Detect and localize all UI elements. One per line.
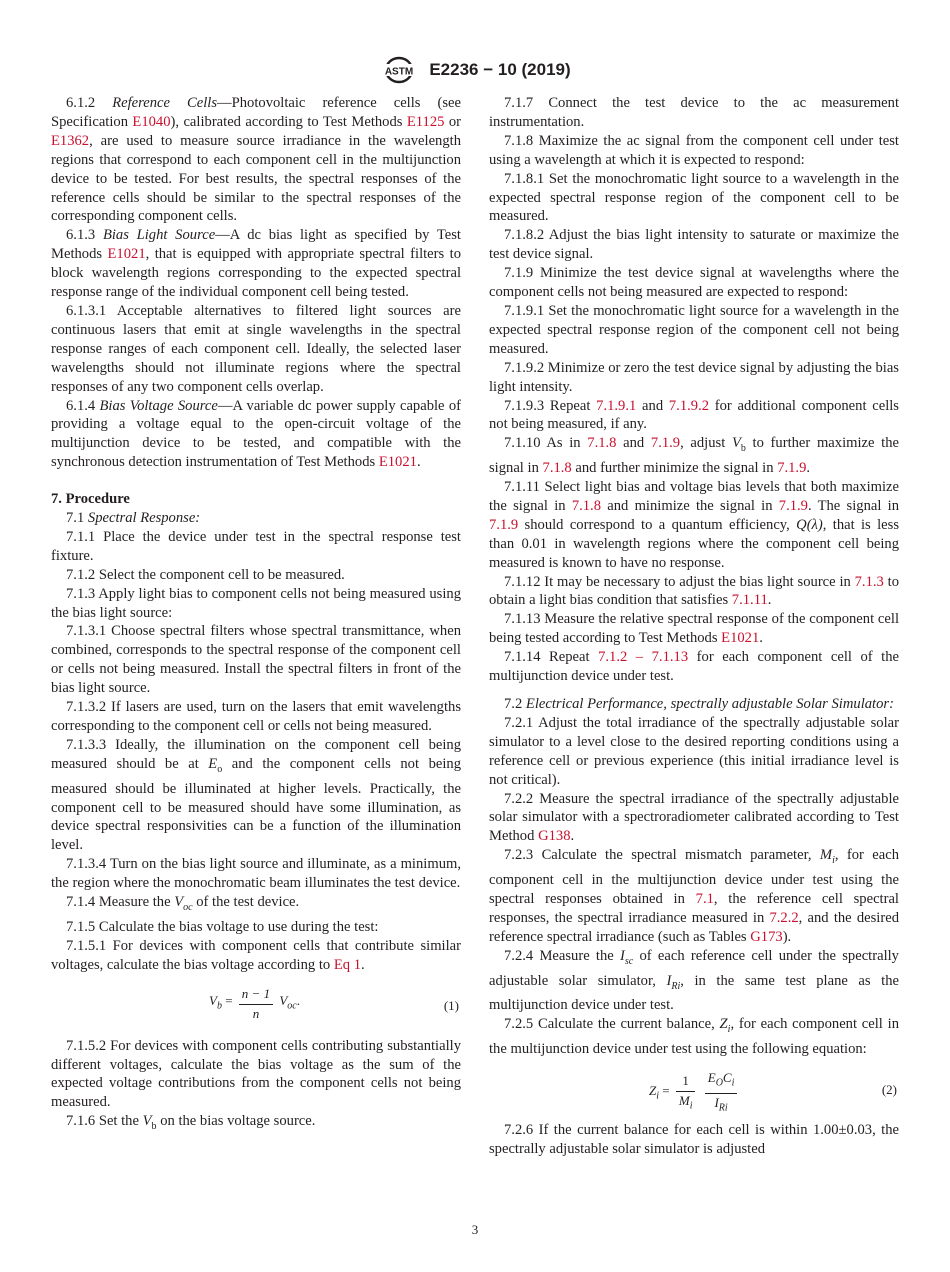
ref-link[interactable]: 7.1.8 [542,460,572,477]
paragraph-7-2-4: 7.2.4 Measure the $I_{sc}$ of each reference cell under the spectrally adjustable solar simulator, $I_{Ri}$, in the same test plane as the multijunction device under test. [489,947,899,1014]
equation-2: $Z_i$ = $\frac{1}{M_i}$ $\frac{E_OC_i}{I_{Ri}}$ (2) [649,1069,897,1115]
ref-link[interactable]: 7.1.2 – 7.1.13 [598,649,689,666]
ref-link[interactable]: 7.1.9 [778,497,808,514]
paragraph-7-1-8-1: 7.1.8.1 Set the monochromatic light source to a wavelength in the expected spectral response region of the component cell to be measured. [489,170,899,225]
ref-link[interactable]: 7.2.2 [769,909,799,926]
paragraph-7-1-3-2: 7.1.3.2 If lasers are used, turn on the lasers that emit wavelengths corresponding to the component cell or cells not being measured. [51,699,461,734]
paragraph-7-1-8-2: 7.1.8.2 Adjust the bias light intensity to saturate or maximize the test device signal. [489,227,899,263]
ref-link[interactable]: 7.1.8 [571,497,601,514]
svg-text:ASTM: ASTM [385,66,414,78]
ref-link[interactable]: Eq 1 [333,956,362,973]
paragraph-7-2-5: 7.2.5 Calculate the current balance, $Z_i$, for each component cell in the multijunction device under test using the following equation: [489,1016,899,1058]
ref-link[interactable]: 7.1.9.1 [596,397,637,414]
document-designation: E2236 − 10 (2019) [429,60,571,79]
page-header [0,56,950,84]
ref-link[interactable]: G138 [538,828,571,845]
paragraph-7-1-9-2: 7.1.9.2 Minimize or zero the test device signal by adjusting the bias light intensity. [489,359,899,395]
paragraph-6-1-3-1: 6.1.3.1 Acceptable alternatives to filtered light sources are continuous lasers that emit at single wavelengths in the spectral response ranges of each component cell. Ideally, the selected laser wavelengths should not illuminate regions where the spectral responses of any two component cells overlap. [51,302,461,395]
paragraph-7-1-3: 7.1.3 Apply light bias to component cells not being measured using the bias light source: [51,585,461,621]
paragraph-7-1-10: 7.1.10 As in 7.1.8 and 7.1.9, adjust $V_b$ to further maximize the signal in 7.1.8 and further minimize the signal in 7.1.9. [489,435,899,477]
paragraph-6-1-3: 6.1.3 Bias Light Source—A dc bias light as specified by Test Methods E1021, that is equipped with appropriate spectral filters to block wavelength regions corresponding to the expected spectral response range of the individual component cell being tested. [51,227,461,301]
ref-link[interactable]: 7.1.8 [587,435,617,452]
ref-link[interactable]: E1021 [721,630,760,647]
paragraph-7-1-14: 7.1.14 Repeat 7.1.2 – 7.1.13 for each component cell of the multijunction device under test. [489,649,899,685]
paragraph-7-1-6: 7.1.6 Set the $V_b$ on the bias voltage source. [66,1113,316,1133]
paragraph-6-1-2: 6.1.2 Reference Cells—Photovoltaic reference cells (see Specification E1040), calibrated according to Test Methods E1125 or E1362, are used to measure source irradiance in the wavelength regions that correspond to each component cell in the multijunction device to be tested. For best results, the spectral responses of the reference cells should be similar to the spectral responses of the corresponding component cells. [51,95,461,225]
paragraph-7-2-3: 7.2.3 Calculate the spectral mismatch parameter, $M_i$, for each component cell in the multijunction device under test using the spectral responses obtained in 7.1, the reference cell spectral responses, the spectral irradiance measured in 7.2.2, and the desired reference spectral irradiance (such as Tables G173). [489,847,900,945]
paragraph-7-1: 7.1 Spectral Response: [66,510,201,527]
ref-link[interactable]: E1125 [406,113,445,130]
paragraph-7-1-1: 7.1.1 Place the device under test in the spectral response test fixture. [51,528,461,564]
equation-1: $V_b$ = $\frac{n - 1}{n}$ $V_{oc}$. (1) [209,985,459,1021]
paragraph-7-1-7: 7.1.7 Connect the test device to the ac measurement instrumentation. [489,95,899,130]
right-column [489,94,899,1159]
paragraph-7-1-5: 7.1.5 Calculate the bias voltage to use during the test: [66,918,379,935]
paragraph-7-1-9-1: 7.1.9.1 Set the monochromatic light source for a wavelength in the expected spectral response region of the component cell not being measured. [489,302,899,357]
paragraph-7-1-4: 7.1.4 Measure the $V_{oc}$ of the test device. [66,894,300,913]
paragraph-7-2-2: 7.2.2 Measure the spectral irradiance of the spectrally adjustable solar simulator with a spectroradiometer calibrated according to Test Method G138. [489,790,899,845]
ref-link[interactable]: 7.1.9 [650,435,681,452]
paragraph-7-1-3-4: 7.1.3.4 Turn on the bias light source and illuminate, as a minimum, the region where the monochromatic beam illuminates the test device. [51,856,461,892]
ref-link[interactable]: E1021 [378,454,417,471]
equation-number: (1) [443,997,459,1013]
ref-link[interactable]: E1362 [51,132,90,149]
paragraph-7-1-5-1: 7.1.5.1 For devices with component cells that contribute similar voltages, calculate the bias voltage according to Eq 1. [51,937,461,973]
ref-link[interactable]: 7.1.9 [489,516,519,533]
ref-link[interactable]: 7.1.9 [777,460,807,477]
ref-link[interactable]: 7.1.11 [731,592,768,609]
paragraph-6-1-4: 6.1.4 Bias Voltage Source—A variable dc power supply capable of providing a voltage equal to the open-circuit voltage of the multijunction device to be tested, and compatible with the synchronous detection instrumentation of Test Methods E1021. [51,397,462,471]
paragraph-7-1-3-1: 7.1.3.1 Choose spectral filters whose spectral transmittance, when combined, corresponds to the spectral response of the component cell or cells not being measured. Install the spectral filters in front of the bias light source. [51,623,461,697]
ref-link[interactable]: 7.1 [695,890,714,907]
paragraph-7-1-5-2: 7.1.5.2 For devices with component cells contributing substantially different voltages, calculate the bias voltage as the sum of the expected voltage contributions from the component cells not being measured. [51,1037,461,1111]
left-column [51,94,461,1137]
paragraph-7-1-9-3: 7.1.9.3 Repeat 7.1.9.1 and 7.1.9.2 for additional component cells not being measured, if any. [489,397,899,433]
paragraph-7-2: 7.2 Electrical Performance, spectrally adjustable Solar Simulator: [504,696,894,712]
section-heading: 7. Procedure [51,491,130,508]
paragraph-7-2-6: 7.2.6 If the current balance for each cell is within 1.00±0.03, the spectrally adjustable solar simulator is adjusted [489,1121,899,1157]
paragraph-7-1-11: 7.1.11 Select light bias and voltage bias levels that both maximize the signal in 7.1.8 and minimize the signal in 7.1.9. The signal in 7.1.9 should correspond to a quantum efficiency, Q(λ), that is less than 0.01 in wavelength regions where the component cell being measured is known to have no response. [489,479,899,571]
astm-logo-icon [379,56,419,84]
paragraph-7-1-13: 7.1.13 Measure the relative spectral response of the component cell being tested according to Test Methods E1021. [489,611,899,647]
paragraph-7-2-1: 7.2.1 Adjust the total irradiance of the spectrally adjustable solar simulator to a level close to the desired reporting conditions using a reference cell or previous experience (this initial irradiance level is not critical). [489,714,899,788]
paragraph-7-1-8: 7.1.8 Maximize the ac signal from the component cell under test using a wavelength at which it is expected to respond: [489,132,899,168]
page-number: 3 [471,1222,479,1237]
paragraph-7-1-3-3: 7.1.3.3 Ideally, the illumination on the component cell being measured should be at $E_o$ and the component cells not being measured should be illuminated at higher levels. Practically, the component cell to be measured should have some illumination, as device spectral responsivities can be a function of the illumination level. [51,736,461,854]
paragraph-7-1-9: 7.1.9 Minimize the test device signal at wavelengths where the component cells not being measured are expected to respond: [489,265,899,301]
ref-link[interactable]: 7.1.9.2 [668,397,710,414]
paragraph-7-1-12: 7.1.12 It may be necessary to adjust the bias light source in 7.1.3 to obtain a light bias condition that satisfies 7.1.11. [489,573,899,609]
ref-link[interactable]: E1021 [107,246,146,263]
paragraph-7-1-2: 7.1.2 Select the component cell to be measured. [66,566,345,583]
ref-link[interactable]: 7.1.3 [854,573,884,590]
ref-link[interactable]: E1040 [132,113,171,130]
ref-link[interactable]: G173 [750,928,783,945]
equation-number: (2) [881,1081,897,1097]
